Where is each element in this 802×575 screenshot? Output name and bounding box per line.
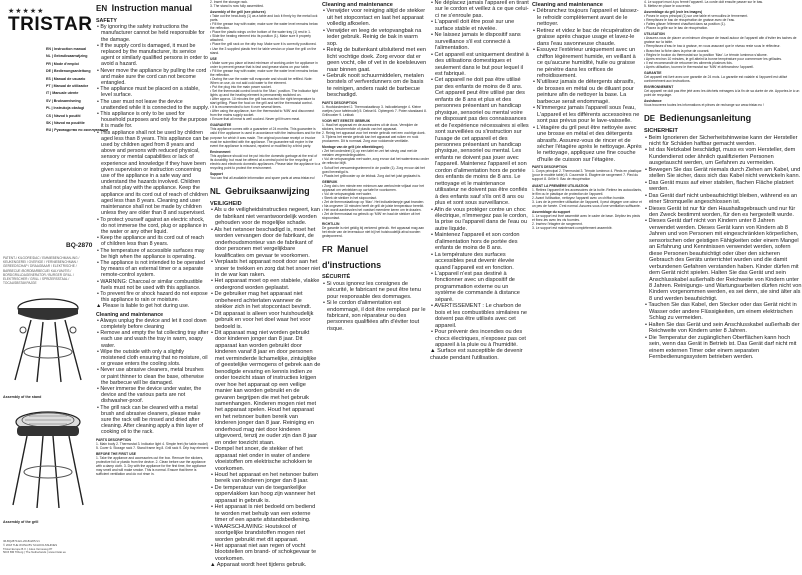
paragraph: • Remove and empty the fat collecting tray after each use and wash the tray in warm, soapy water. xyxy=(97,330,209,349)
paragraph: • Never use abrasive cleaners, metal brushes or paint thinner to clean the base, otherwise the barbecue will be damaged. xyxy=(97,367,204,386)
subheading: AVANT LA PREMIÈRE UTILISATION xyxy=(532,183,589,188)
paragraph: • Place the grill rack on the drip tray. Make sure it is correctly positioned. xyxy=(210,42,317,47)
section-heading xyxy=(322,241,429,272)
paragraph: • Als u de veiligheidsinstructies negeert, kan de fabrikant niet verantwoordelijk worden gehouden voor de mogelijke schade. xyxy=(211,207,320,227)
cleaning-heading: Cleaning and maintenance xyxy=(96,311,164,318)
subheading: Assemblage du gril (voir les images) xyxy=(644,10,703,15)
toc-item: PL | Instrukcja obsługi xyxy=(46,106,85,111)
subheading: RICHTLIJN xyxy=(322,222,340,227)
paragraph: • Essuyez l'extérieur uniquement avec un chiffon légèrement humide, en veillant à ce qu'aucune humidité, huile ou graisse ne pénètre dans les orifices de refroidissement. xyxy=(533,47,636,79)
safety-heading: SÉCURITÉ xyxy=(322,274,351,281)
english-continued-section xyxy=(210,0,321,575)
toc-item: DE | Bedienungsanleitung xyxy=(46,69,91,74)
hot-surface-icon: ▲ xyxy=(96,303,103,310)
paragraph: 1. Corps principal 2. Thermostat 3. Témoin lumineux 4. Pieds en plastique (pour le modèle table) 5. Couvercle 6. Étagère de rangement 7. Pied du support 8. Grille 9. Bac de récupération xyxy=(532,169,642,182)
paragraph: • Dieses Gerät ist nur für den Haushaltsgebrauch und nur für den Zweck bestimmt worden, für den es hergestellt wurde. xyxy=(645,205,796,219)
paragraph: Vous trouverez toutes les informations et pièces de rechange sur www.tristar.eu ! xyxy=(644,103,764,108)
paragraph: • To protect yourself against an electric shock, do not immerse the cord, plug or appliance in the water or any other liquid. xyxy=(97,216,207,235)
hot-surface-icon: ▲ xyxy=(430,348,438,355)
grill-assembly-figure xyxy=(3,400,93,524)
paragraph: • WAARSCHUWING: Houtskool of soortgelijke brandstoffen mogen niet worden gebruikt met dit apparaat. xyxy=(211,523,306,543)
figure-caption: Assembly of the grill xyxy=(3,520,39,524)
paragraph: • Reinig de buitenkant uitsluitend met een licht vochtige doek. Zorg ervoor dat er geen vocht, olie of vet in de koelsleuven naar binnen gaat. xyxy=(323,47,427,73)
paragraph: • Wipe the outside with only a slightly moistened cloth ensuring that no moisture, oil or grease enters the cooling slots. xyxy=(97,348,208,368)
paragraph: • Het apparaat niet aan regen of vocht blootstellen om brand- of schokgevaar te voorkomen. xyxy=(211,542,317,562)
safety-heading: VEILIGHEID xyxy=(210,200,242,207)
paragraph: • WARNING: Charcoal or similar combustible fuels must not be used with this appliance. xyxy=(97,278,203,291)
language-code: DE xyxy=(644,114,656,124)
paragraph: 1. Take the appliance and accessories out the box. Remove the stickers, protective foil or plastic from the device. 2. Clean before use the appliance with a damp cloth. 3. Dry with the appliance for the first time, the appliance may smell and will make smoke. This is normal. Ensure that there is sufficient ventilation and do not rinse in. xyxy=(96,455,207,476)
paragraph: De garantie is niet geldig bij verkeerd gebruik. Het apparaat mag aan het einde van de levensduur niet bij het huishoudelijk afval worden gedeponeerd. xyxy=(322,226,425,239)
section-title: Manuel d'instructions xyxy=(322,244,382,271)
paragraph: • N'immergez jamais l'appareil sous l'eau, L'appareil et les différents accessoires ne sont pas prévus pour le lave-vaisselle. xyxy=(533,105,640,125)
paragraph: • By ignoring the safety instructions the manufacturer cannot be held responsible for the damage. xyxy=(97,24,205,43)
toc-item: CS | Návod k použití xyxy=(46,113,81,118)
paragraph: • Beim Ignorieren der Sicherheitshinweise kann der Hersteller nicht für Schäden haftbar gemacht werden. xyxy=(645,134,798,148)
paragraph: • Das Gerät muss auf einer stabilen, flachen Fläche platziert werden. xyxy=(645,179,794,193)
before-use-heading: BEFORE THE FIRST USE xyxy=(96,451,136,456)
paragraph: This appliance should not be put into the domestic garbage at the end of its durability, but must be offered at a central point for the recycling of electric and electronic domestic appliances. Please take the appliance to a recycling point to protect the environment. xyxy=(210,153,321,170)
paragraph: • The user must not leave the device unattended while it is connected to the supply. xyxy=(97,98,209,111)
paragraph: • Verplaats het apparaat nooit door aan het snoer te trekken en zorg dat het snoer niet in de war kan raken. xyxy=(211,259,321,278)
grill-assembly-illustration xyxy=(3,400,93,515)
paragraph: • Steek de stekker in het stopcontact. xyxy=(322,195,378,200)
subheading: GEBRUIK xyxy=(322,179,338,184)
section-title: Gebruiksaanwijzing xyxy=(225,185,310,196)
paragraph: 1. Hoofdonderdeel 2. Thermostaatknop 3. Indicatielampje 4. Kleine voetjes (voor tafelmodel) 5. Deksel 6. Opbergrek 7. Poten standaard 8. Grillrooster 9. Lekbak xyxy=(322,104,427,117)
subheading: PARTS DESCRIPTION xyxy=(322,100,357,105)
subheading: VOOR HET EERSTE GEBRUIK xyxy=(322,118,371,123)
paragraph: • Als het netsnoer beschadigd is, moet het worden vervangen door de fabrikant, de onderhoudsmonteur van de fabrikant of door personen met vergelijkbare kwalificaties om gevaar te voorkomen. xyxy=(211,226,316,259)
paragraph: • If the supply cord is damaged, it must be replaced by the manufacturer, its service agent or similarly qualified persons in order to avoid a hazard. xyxy=(97,42,208,68)
toc-item: IT | Manuale utente xyxy=(46,91,79,96)
paragraph: • Dieses Gerät darf nicht von Kindern unter 8 Jahren verwendet werden. Dieses Gerät kann von Kindern ab 8 Jahren und von Personen mit eingeschränkten körperlichen, sensorischen oder geistigen Fähigkeiten oder einem Mangel an Erfahrung und Kenntnissen verwendet werden, sofern diese Personen beaufsichtigt oder über den sicheren Gebrauch des Geräts unterrichtet wurden und die damit verbundenen Gefahren verstanden haben. Kinder dürfen mit dem Gerät nicht spielen. Halten Sie das Gerät und sein Anschlusskabel außerhalb der Reichweite von Kindern unter 8 Jahren. Reinigungs- und Wartungsarbeiten dürfen nicht von Kindern vorgenommen werden, es sei denn, sie sind älter als 8 und werden beaufsichtigt. xyxy=(645,218,802,302)
subheading: UTILISATION xyxy=(644,32,665,37)
paragraph: • Fill the grease tray with water, make sure the water level remains below the reflection. xyxy=(210,22,318,31)
paragraph: • Cet appareil est uniquement destiné à des utilisations domestiques et seulement dans le but pour lequel il est fabriqué. xyxy=(431,51,529,77)
paragraph: • Si vous ignorez les consignes de sécurité, le fabricant ne peut être tenu pour responsable des dommages. xyxy=(323,280,421,300)
support-heading: Support xyxy=(210,171,223,176)
safety-heading: SAFETY xyxy=(96,18,117,24)
language-code: FR xyxy=(322,245,333,255)
paragraph: • Houd het apparaat en het netsnoer buiten bereik van kinderen jonger dan 8 jaar. xyxy=(211,472,319,485)
german-section xyxy=(644,0,802,575)
paragraph: • Vul de vetopvangbak met water, zorg ervoor dat het waterniveau onder de reflector blijft. xyxy=(322,157,429,166)
paragraph: • L'appareil doit être posé sur une surface stable et nivelée. xyxy=(431,19,515,32)
paragraph: • Always unplug the device and let it cool down completely before cleaning xyxy=(97,317,207,330)
paragraph: • After using the appliance, turn the thermostat to 'MIN' and disconnect from the mains supply socket. xyxy=(210,109,315,118)
paragraph: • Ne déplacez jamais l'appareil en tirant sur le cordon et veillez à ce que celui-ci ne s'enroule pas. xyxy=(431,0,529,19)
environment-heading: Environment xyxy=(210,149,231,154)
paragraph: 5. Mettez en place le couvercle. xyxy=(644,4,692,9)
paragraph: • Halten Sie das Gerät und sein Anschlusskabel außerhalb der Reichweite von Kindern unter 8 Jahren. xyxy=(645,321,800,335)
cleaning-heading: Cleaning and maintenance xyxy=(532,2,603,8)
paragraph: • Na ongeveer 10 minuten heeft de grill de juiste temperatuur bereikt. xyxy=(322,203,425,208)
paragraph: • Bewegen Sie das Gerät niemals durch Ziehen am Kabel, und stellen Sie sicher, dass sich das Kabel nicht verwickeln kann. xyxy=(645,166,801,180)
paragraph: • AVERTISSEMENT : Le charbon de bois et les combustibles similaires ne doivent pas être utilisés avec cet appareil. xyxy=(431,303,528,329)
paragraph: Cet appareil ne doit pas être jeté avec les déchets ménagers à la fin de sa durée de vie. Apportez-le à un point de recyclage. xyxy=(644,88,800,97)
paragraph: • Set the thermostat control knob to the 'Max.' position. The indicator light lights up and the heating element is permanently switched on. xyxy=(210,88,318,98)
stand-assembly-figure xyxy=(3,290,93,399)
language-code: NL xyxy=(210,186,221,196)
toc-item: ES | Manual de usuario xyxy=(46,76,86,81)
paragraph: • Fill the grease tray with water, make sure the water level remains below the reflection. xyxy=(210,68,318,77)
paragraph: • Remplissez d'eau le bac à graisse, en vous assurant que le niveau reste sous le réflecteur. xyxy=(644,44,781,49)
french-cleaning-section xyxy=(532,0,642,575)
subheading: GARANTIE xyxy=(644,70,662,75)
paragraph: • After approx. 10 minutes the grill has reached the right temperature to start grilling. Place the food on the grill and set the thermostat control. xyxy=(210,97,316,106)
paragraph: • Zet de thermostaat na gebruik op 'MIN' en haal de stekker uit het stopcontact. xyxy=(322,212,420,221)
figure-caption: Assembly of the stand xyxy=(3,395,42,399)
guarantee-heading: GUARANTEE xyxy=(210,123,232,128)
hot-surface-warning: ▲ Apparaat wordt heet tijdens gebruik. xyxy=(210,562,307,569)
paragraph: 2. Avant l'utilisation, nettoyez l'appareil avec un chiffon humide. xyxy=(532,195,626,200)
paragraph: • Assurez-vous de placer un minimum d'espace de travail autour de l'appareil afin d'éviter les taches de graisse sur la table. xyxy=(644,36,797,45)
paragraph: • Put the plug into the main power socket. xyxy=(210,84,272,89)
paragraph: • Dompel het snoer, de stekker of het apparaat niet onder in water of andere vloeistoffen om elektrische schokken te voorkomen. xyxy=(211,446,313,472)
paragraph: • Remplissez le bac de récupération de graisse avec de l'eau. xyxy=(644,18,736,23)
paragraph: • The appliance must be placed on a stable, level surface. xyxy=(97,86,200,99)
hot-surface-warning: ▲ Please is liable to get hot during use. xyxy=(96,303,190,310)
safety-heading: SICHERHEIT xyxy=(644,128,678,135)
paragraph: • Verwijder voor reiniging altijd de stekker uit het stopcontact en laat het apparaat volledig afkoelen. xyxy=(323,8,426,28)
paragraph: This appliance comes with a guarantee of 24 months. This guarantee is valid if the appliance is used in accordance with the instructions and for the purpose for which it was made. The original purchase receipt or invoice must be submitted with the appliance. The guarantee will expire in the event the appliance is misused, repaired or modified by a third party. xyxy=(210,127,321,148)
section-title: Instruction manual xyxy=(111,3,193,13)
brand-name: TRISTAR xyxy=(8,14,93,35)
paragraph: • Placez la grille sur le bac de récupération. xyxy=(644,26,709,31)
section-title: Bedienungsanleitung xyxy=(659,113,752,124)
toc-item: FR | Mode d'emploi xyxy=(46,61,79,66)
model-number: BQ-2870 xyxy=(66,242,93,249)
paragraph: • Die Temperatur der zugänglichen Oberflächen kann hoch sein, wenn das Gerät in Betrieb ist. Das Gerät darf nicht mit einem externen Timer oder einem separaten Fernbedienungssystem betrieben werden. xyxy=(645,334,797,360)
subheading: ENVIRONNEMENT xyxy=(644,84,674,89)
paragraph: 2. Insert the storage rack. xyxy=(210,0,248,4)
parts-heading: PARTS DESCRIPTION xyxy=(96,437,131,442)
paragraph: • Faites glisser l'élément chauffant dans sa position (1). xyxy=(644,22,726,27)
paragraph: • Retirez et videz le bac de récupération de graisse après chaque usage et lavez-le dans l'eau savonneuse chaude. xyxy=(533,27,640,47)
paragraph: • Pour prévenir des incendies ou des chocs électriques, n'exposez pas cet appareil à la pluie ou à l'humidité. xyxy=(431,329,526,349)
paragraph: 1. Retirez l'appareil et les accessoires de la boîte. Retirez les autocollants, le film ou le plastique de protection de l'appareil. xyxy=(532,187,642,196)
paragraph: • Zet het onderdeel (1) op een tafel en zet het stevig vast met de metalen vergrendelingsdelen. xyxy=(322,149,418,158)
paragraph: • Slide the heating element into its position (1). Make sure it properly attached. xyxy=(210,34,311,43)
paragraph: • Maintenez l'appareil et son cordon d'alimentation hors de portée des enfants de moins de 8 ans. xyxy=(431,232,520,252)
paragraph: 3. Lors de la première utilisation de l'appareil, il peut dégager une odeur et un peu de fumée. C'est normal. Assurez-vous d'une ventilation suffisante. xyxy=(532,199,642,208)
paragraph: • Schuif het verwarmingselement in de positie (1). Zorg ervoor dat het goed bevestigd is. xyxy=(322,165,425,174)
paragraph: • N'utilisez jamais de détergents abrasifs, de brosses en métal ou de diluant pour peinture afin de nettoyer la base. La barbecue serait endommagé. xyxy=(533,79,635,105)
paragraph: • L'appareil n'est pas destiné à fonctionner avec un dispositif de programmation externe ou un système de commande à distance séparé. xyxy=(431,271,520,303)
paragraph: 3. Le support est maintenant complètement assemblé. xyxy=(532,225,613,230)
toc-item: NL | Gebruiksaanwijzing xyxy=(46,54,88,59)
paragraph: • Make sure you place at least minimum of working-order for appliance in order to prevent grease that is fast and grease stains on your table. xyxy=(210,60,318,69)
paragraph: • Posez le corps principal (1) sur une table et verrouillez-le fermement. xyxy=(644,14,749,19)
subheading: Assemblage du support xyxy=(532,209,571,214)
paragraph: • Dit apparaat mag niet worden gebruikt door kinderen jonger dan 8 jaar. Dit apparaat kan worden gebruikt door kinderen vanaf 8 jaar en door personen met verminderde lichamelijke, zintuiglijke of geestelijke vermogens of gebrek aan de benodigde ervaring en kennis indien ze onder toezicht staan of instructies krijgen over hoe het apparaat op een veilige manier kan worden gebruikt en de gevaren begrijpen die met het gebruik samenhangen. Kinderen mogen niet met het apparaat spelen. Houd het apparaat en het netsnoer buiten bereik van kinderen jonger dan 8 jaar. Reiniging en onderhoud mag niet door kinderen uitgevoerd, tenzij ze ouder zijn dan 8 jaar en onder toezicht staan. xyxy=(211,330,321,446)
paragraph: • During the use the water will evaporate and should be refilled. Note: When on use, do not add cold water to the element. xyxy=(210,76,313,85)
toc-item: SK | Návod na použitie xyxy=(46,121,85,126)
french-continued-section xyxy=(430,0,530,575)
paragraph: • The appliance is not intended to be operated by means of an external timer or a separate remote-control system. xyxy=(97,259,206,279)
paragraph: • Het apparaat moet op een stabiele, vlakke ondergrond worden geplaatst. xyxy=(211,278,320,291)
toc-item: EN | Instruction manual xyxy=(46,47,87,51)
paragraph: • Ne laissez jamais le dispositif sans surveillance s'il est connecté à l'alimentation. xyxy=(431,32,521,52)
parts-list: 1. Main body 2. Thermostat 3. Indicator light 4. Simple feet (for table model) 5. Cover 6. Storage rack 7. Stand frame leg 8. Grill rack 9. Drip tray element xyxy=(96,441,209,450)
document-footer: IM-BQ2870-EU-20181205-V1 © 2018 THE WIJNA BV SCHOOLSSHINES Tristar Europe B.V. | Jules Verneweg 87 5015 BM Tilburg | The Netherlands | www.tristar.eu xyxy=(3,539,66,555)
hot-surface-warning: ▲ Surface est susceptible de devenir chaude pendant l'utilisation. xyxy=(430,348,523,361)
subheading: Assembly of the grill (see pictures) xyxy=(210,10,266,15)
paragraph: • To prevent fire or shock hazard do not expose this appliance to rain or moisture. xyxy=(97,290,208,304)
cleaning-heading: Cleaning and maintenance xyxy=(322,2,393,8)
paragraph: Cet appareil est livré avec une garantie de 24 mois. La garantie est valable si l'appareil est utilisé conformément aux instructions. xyxy=(644,74,788,83)
paragraph: • Tauchen Sie das Kabel, den Stecker oder das Gerät nicht in Wasser oder andere Flüssigkeiten, um einem elektrischen Schlag zu vermeiden. xyxy=(645,302,797,322)
toc-item: SV | Bruksanvisning xyxy=(46,98,81,103)
dutch-continued-section xyxy=(322,0,429,575)
section-heading xyxy=(210,183,321,199)
paragraph: 3. Tijdens het eerste gebruik kan het apparaat wat ruiken en rook produceren. Dit is normaal. Zorg voor voldoende ventilatie. xyxy=(322,135,419,144)
paragraph: • Débranchez toujours l'appareil et laissez-le refroidir complètement avant de le nettoyer. xyxy=(533,8,639,28)
paragraph: • Réglez le bouton du thermostat sur la position 'Max'. Le témoin lumineux s'allume. xyxy=(644,52,768,57)
paragraph: • Take out the heat-body (1) as a table and lock it firmly by the metal lock parts. xyxy=(210,14,318,23)
language-code: EN xyxy=(96,4,108,13)
product-keywords: PATENT-/ KILGORE/DAC / EMMIEBENCHMAN-ING / KEUKENGEREI / OVERIGE / YERNIEBENCHMAN / GEREEDSCHAP / DRAAGBAAR / ELEKTRISCHE / BARBECUE /BORDBARBECUE/ KALYUM/TIS / BORDGRILLDAGENERATOR / BURGER GRILL / ELEKTRISCHER / GRILL / SPRIZERSSTAAL / TOCAUSBSTAKPAJGE xyxy=(3,256,80,286)
section-heading xyxy=(96,0,209,16)
paragraph: • Das Gerät darf nicht unbeaufsichtigt bleiben, während es an einer Stromquelle angeschlossen ist. xyxy=(645,192,798,206)
hot-surface-icon: ▲ xyxy=(210,562,217,569)
english-section xyxy=(96,0,209,575)
paragraph: • Vul de vetopvangbak met water. xyxy=(322,191,372,196)
paragraph: • Ensure that all meat is well cooked. Never grill frozen meat. xyxy=(210,117,301,122)
paragraph: 2. Reinig het apparaat voor het eerste gebruik met een vochtige doek. xyxy=(322,131,426,136)
paragraph: • Never move the appliance by pulling the cord and make sure the cord can not become entangled. xyxy=(97,67,207,87)
logo-stars: ★★★★★ xyxy=(8,8,45,15)
paragraph: • Il est recommandé de retourner les aliments plusieurs fois. xyxy=(644,60,733,65)
paragraph: • Plaats het grillrooster op de lekbak. Zorg dat het juist geplaatst is. xyxy=(322,173,421,178)
paragraph: • Dit apparaat is alleen voor huishoudelijk gebruik en voor het doel waar het voor bedoeld is. xyxy=(211,310,314,330)
paragraph: • Het wordt aanbevolen het voedsel meerdere keren om te draaien. xyxy=(322,207,422,212)
paragraph: 3. The stand is now fully assembled. xyxy=(210,4,264,9)
paragraph: • This appliance shall not be used by children aged less than 8 years. This appliance can be used by children aged from 8 years and above and persons with reduced physical, sensory or mental capabilities or lack of experience and knowledge if they have been given supervision or instruction concerning use of the appliance in a safe way and understand the hazards involved. Children shall not play with the appliance. Keep the appliance and its cord out of reach of children aged less than 8 years. Cleaning and user maintenance shall not be made by children unless they are older than 8 and supervised. xyxy=(97,129,209,217)
paragraph: • Het apparaat is niet bedoeld om bediend te worden met behulp van een externe timer of een aparte afstandsbediening. xyxy=(211,504,316,524)
paragraph: • Cet appareil ne doit pas être utilisé par des enfants de moins de 8 ans. Cet appareil peut être utilisé par des enfants de 8 ans et plus et des personnes présentant un handicap physique, sensoriel ou mental voire ne disposant pas des connaissances et de l'expérience nécessaires si elles sont surveillées ou s'instruction sur l'usage de cet appareil et des personnes présentant un handicap physique, sensoriel ou mental. Les enfants ne doivent pas jouer avec l'appareil. Maintenez l'appareil et son cordon d'alimentation hors de portée des enfants de moins de 8 ans. Le nettoyage et le maintenance utilisateur ne doivent pas être confiés à des enfants sauf s'ils ont 8 ans ou plus et sont sous surveillance. xyxy=(431,77,529,207)
paragraph: • The grill rack can be cleaned with a metal brush and abrasive cleaners, please make sure the rack will be rinsed and dried after cleaning. After cleaning apply a thin layer of cooking oil to the rack. xyxy=(97,404,204,436)
paragraph: • Gebruik nooit schuurmiddelen, metalen borstels of verfverdunners om de basis te reinigen, anders raakt de barbecue beschadigd. xyxy=(323,72,424,99)
paragraph: • Never immerse the device under water, the device and the various parts are not dishwasher-proof. xyxy=(97,385,202,405)
paragraph: • This appliance is only to be used for household purposes and only for the purpose it is made for. xyxy=(97,111,208,130)
paragraph: • Si le cordon d'alimentation est endommagé, il doit être remplacé par le fabricant, son réparateur ou des personnes qualifiées afin d'éviter tout risque. xyxy=(323,300,426,332)
subheading: Montage van de grill (zie afbeeldingen) xyxy=(322,145,384,150)
paragraph: • It is recommended to turn it over several times. xyxy=(210,105,282,110)
paragraph: You can find all available information and spare parts at www.tristar.eu! xyxy=(210,175,315,180)
paragraph: • Après utilisation, tournez le thermostat sur 'MIN' et débranchez l'appareil. xyxy=(644,64,754,69)
paragraph: • Place the plastic wings on the bottom of the water tray (1) rest in 1. xyxy=(210,30,311,35)
paragraph: • L'étagère du gril peut être nettoyée avec une brosse en métal et des détergents abrasifs. Assurez-vous de rincer et de sécher l'étagère après le nettoyage. Après le nettoyage, appliquez une fine couche d'huile de cuisson sur l'étagère. xyxy=(533,124,642,163)
paragraph: • Afin de vous protéger contre un choc électrique, n'immergez pas le cordon, la prise ou l'appareil dans de l'eau ou autre liquide. xyxy=(431,206,528,232)
paragraph: • Verwijder en leeg de vetopvangbak na ieder gebruik. Reinig de bak in warm sop. xyxy=(323,27,422,47)
paragraph: 1. Le support est livré assemblé avec le cadre de base. Dépliez les pieds et fixez-les avec les vis fournies. xyxy=(532,213,640,222)
paragraph: 1. Haal het apparaat en de accessoires uit de doos. Verwijder de stickers, beschermfolie of plastic van het apparaat. xyxy=(322,123,418,132)
stand-assembly-illustration xyxy=(3,290,93,390)
subheading: USE xyxy=(210,56,217,61)
tristar-logo xyxy=(8,8,92,35)
subheading: PARTS DESCRIPTION xyxy=(532,165,567,170)
paragraph: • Use the 3 supplied plastic feet for table version or place the grill on the stand. xyxy=(210,46,317,55)
language-index xyxy=(46,46,109,135)
paragraph: 2. Insérez l'étagère de rangement. xyxy=(532,221,583,226)
paragraph: • La température des surfaces accessibles peut devenir élevée quand l'appareil est en fonction. xyxy=(431,251,515,271)
subheading: Assistance xyxy=(644,99,662,104)
paragraph: • Zorg dat u ten minste een minimum aan werkruimte vrijlaat voor het apparaat om vetvlekken op uw tafel te voorkomen. xyxy=(322,183,425,192)
section-heading xyxy=(644,110,802,126)
paragraph: • De temperatuur van de toegankelijke oppervlakken kan hoog zijn wanneer het apparaat in gebruik is. xyxy=(211,484,316,504)
toc-item: PT | Manual de utilizador xyxy=(46,84,89,89)
paragraph: • De gebruiker mag het apparaat niet onbeheerd achterlaten wanneer de stekker zich in het stopcontact bevindt. xyxy=(211,291,312,311)
paragraph: 4. Le support muni à pu fermé l'appareil. La corde doit ensuite passer sur le bas. xyxy=(644,0,764,4)
paragraph: • Keep the appliance and its cord out of reach of children less than 8 years. xyxy=(97,235,204,248)
toc-item: RU | Руководство по эксплуатации xyxy=(46,128,109,133)
paragraph: • Ist das Netzkabel beschädigt, muss es vom Hersteller, dem Kundendienst oder ähnlich qualifizierten Personen ausgetauscht werden, um Gefahren zu vermeiden. xyxy=(645,147,796,167)
paragraph: • Zet de thermostaatknop op 'Max'. Het indicatielampje gaat branden. xyxy=(322,199,425,204)
paragraph: • Après environ 10 minutes, le gril atteint la bonne température pour commencer les grillades. xyxy=(644,56,782,61)
paragraph: • The temperature of accessible surfaces may be high when the appliance is operating. xyxy=(97,247,205,260)
paragraph: • Branchez la fiche dans la prise de courant. xyxy=(644,48,710,53)
